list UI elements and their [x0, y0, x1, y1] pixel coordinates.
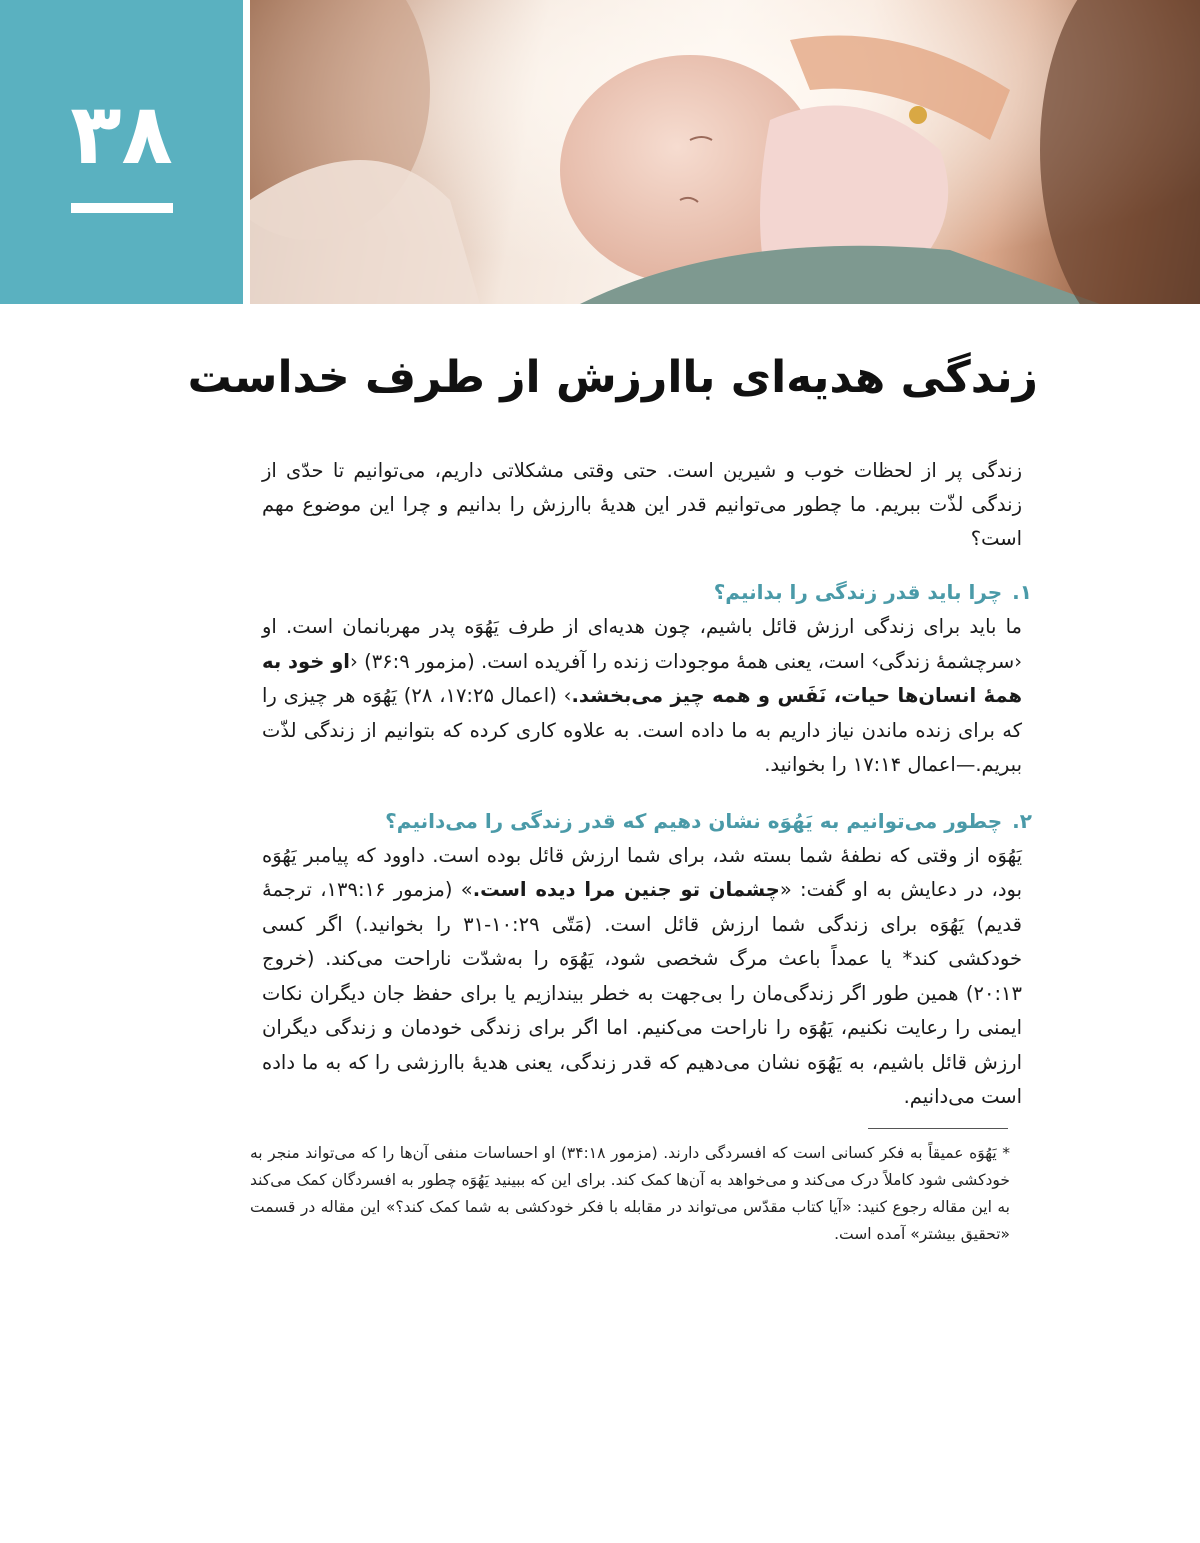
baby-illustration [250, 0, 1200, 304]
shoulder-blur [1040, 0, 1200, 304]
lesson-content [262, 454, 1032, 1137]
section-1-text-b: › (اعمال ۱۷:۲۵، ۲۸) یَهُوَه هر چیزی را که برای زنده ماندن نیاز داریم به ما داده است. به علاوه کاری کرده که بتوانیم از زندگی لذّت ببریم.—اعمال ۱۷:۱۴ را بخوانید. [262, 684, 1022, 776]
section-1-paragraph [262, 610, 1022, 783]
lesson-number: ۳۸ [70, 85, 173, 183]
intro-paragraph: زندگی پر از لحظات خوب و شیرین است. حتی وقتی مشکلاتی داریم، می‌توانیم تا حدّی از زندگی لذّت ببریم. ما چطور می‌توانیم قدر این هدیهٔ باارزش را بدانیم و چرا این موضوع مهم است؟ [262, 459, 1022, 550]
section-1-heading [262, 576, 1032, 608]
section-2-number: ۲. [1012, 808, 1032, 833]
section-2-text-b: » (مزمور ۱۳۹:۱۶، ترجمهٔ قدیم) یَهُوَه برای زندگی شما ارزش قائل است. (مَتّی ۱۰:۲۹-۳۱ را بخوانید.) اگر کسی خودکشی کند* یا عمداً باعث مرگ شخصی شود، یَهُوَه را به‌شدّت ناراحت می‌کند. (خروج ۲۰:۱۳) همین طور اگر زندگی‌مان را بی‌جهت به خطر بیندازیم یا برای حفظ جان دیگران نکات ایمنی را رعایت نکنیم، یَهُوَه را ناراحت می‌کنیم. اما اگر برای زندگی خودمان و زندگی دیگران ارزش قائل باشیم، به یَهُوَه نشان می‌دهیم که قدر زندگی، یعنی هدیهٔ باارزشی را که به ما داده است می‌دانیم. [262, 878, 1022, 1108]
section-1-text-a: ما باید برای زندگی ارزش قائل باشیم، چون هدیه‌ای از طرف یَهُوَه پدر مهربانمان است. او ‹سرچشمهٔ زندگی› است، یعنی همهٔ موجودات زنده را آفریده است. (مزمور ۳۶:۹) ‹ [262, 615, 1022, 673]
section-1-heading-text: چرا باید قدر زندگی را بدانیم؟ [713, 580, 1003, 604]
section-2 [262, 805, 1032, 1115]
page-header [0, 0, 1200, 304]
page-title: زندگی هدیه‌ای باارزش از طرف خداست [187, 352, 1038, 403]
section-2-quote: چشمان تو جنین مرا دیده است. [472, 878, 780, 901]
section-2-paragraph [262, 839, 1022, 1115]
button-icon [909, 106, 927, 124]
lesson-number-underline [71, 203, 173, 213]
section-2-text-a: یَهُوَه از وقتی‌ که نطفهٔ شما بسته شد، برای شما ارزش قائل بوده است. داوود که پیامبر یَهُوَه بود، در دعایش به او گفت: « [262, 843, 1022, 901]
section-2-heading-text: چطور می‌توانیم به یَهُوَه نشان دهیم که قدر زندگی را می‌دانیم؟ [385, 808, 1003, 833]
section-1 [262, 576, 1032, 783]
section-1-number: ۱. [1012, 580, 1032, 604]
sleeping-baby-photo [250, 0, 1200, 304]
section-1-quote: او خود به همهٔ انسان‌ها حیات، نَفَس و همه چیز می‌بخشد. [262, 649, 1022, 707]
section-2-heading [262, 805, 1032, 837]
footnote-divider [868, 1128, 1008, 1129]
lesson-number-badge [0, 0, 243, 304]
footnote: * یَهُوَه عمیقاً به فکر کسانی است که افسردگی دارند. (مزمور ۳۴:۱۸) او احساسات منفی آن‌ها را که می‌تواند منجر به خودکشی شود کاملاً درک می‌کند و می‌خواهد به آن‌ها کمک کند. برای این‌ که ببینید یَهُوَه چطور به افسردگان کمک می‌کند به این مقاله رجوع کنید: «آیا کتاب مقدّس می‌تواند در مقابله با فکر خودکشی به شما کمک کند؟» این مقاله در قسمت «تحقیق بیشتر» آمده است. [250, 1144, 1010, 1243]
